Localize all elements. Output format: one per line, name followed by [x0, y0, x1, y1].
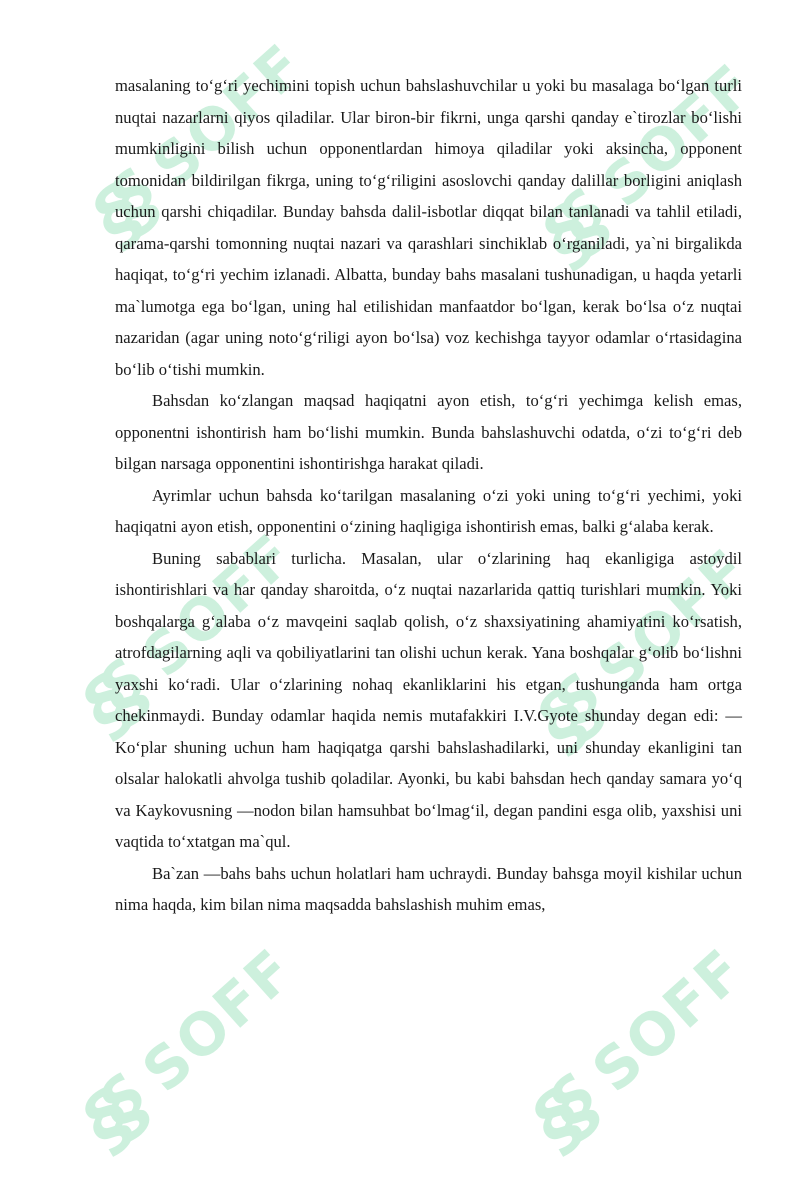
watermark-word: SOFF — [579, 935, 758, 1106]
watermark-mark: §§ — [66, 1070, 158, 1165]
watermark-mark: §§ — [526, 185, 618, 280]
watermark-mark: §§ — [76, 165, 168, 260]
paragraph: Bahsdan ko‘zlangan maqsad haqiqatni ayon etish, to‘g‘ri yechimga kelish emas, opponentni ishontirish ham bo‘lishi mumkin. Bunda bahslashuvchi odatda, o‘zi to‘g‘ri deb bilgan narsaga opponentini ishontirishga harakat qiladi. — [115, 391, 742, 473]
watermark-mark: §§ — [521, 670, 613, 765]
watermark-mark: §§ — [516, 1070, 608, 1165]
watermark-logo — [39, 917, 310, 1182]
watermark-logo — [489, 917, 760, 1182]
watermark-word: SOFF — [129, 935, 308, 1106]
paragraph: Buning sabablari turlicha. Masalan, ular o‘zlarining haq ekanligiga astoydil ishontirishlari va har qanday sharoitda, o‘z nuqtai nazarlarida qattiq turishlari mumkin. Yoki boshqalarga g‘alaba o‘z mavqeini saqlab qolish, o‘z shaxsiyatining ahamiyatini ko‘rsatish, atrofdagilarning aqli va qobiliyatlarini tan olishi uchun kerak. Yana boshqalar g‘olib bo‘lishni yaxshi ko‘radi. Ular o‘zlarining nohaq ekanliklarini his etgan, tushunganda ham ortga chekinmaydi. Bunday odamlar haqida nemis mutafakkiri I.V.Gyote shunday degan edi: —Ko‘plar shuning uchun ham haqiqatga qarshi bahslashadilarki, uni shunday ekanligini tan olsalar halokatli ahvolga tushib qoladilar. Ayonki, bu kabi bahsdan hech qanday samara yo‘q va Kaykovusning —nodon bilan hamsuhbat bo‘lmag‘il, degan pandini esga olib, yaxshisi uni vaqtida to‘xtatgan ma`qul. — [115, 548, 742, 851]
watermark-word: SOFF — [129, 520, 308, 691]
watermark-word: SOFF — [589, 50, 768, 221]
watermark-mark: §§ — [66, 655, 158, 750]
paragraph: Ba`zan —bahs bahs uchun holatlari ham uchraydi. Bunday bahsga moyil kishilar uchun nima haqda, kim bilan nima maqsadda bahslashish muhim emas, — [115, 863, 742, 914]
paragraph-continuation: masalaning to‘g‘ri yechimini topish uchun bahslashuvchilar u yoki bu masalaga bo‘lgan turli nuqtai nazarlarni qiyos qiladilar. Ular biron-bir fikrni, unga qarshi qanday e`tirozlar bo‘lishi mumkinligini bilish uchun opponentlardan himoya qiladilar yoki aksincha, opponent tomonidan bildirilgan fikrga, uning to‘g‘riligini asoslovchi qanday dalillar borligini aniqlash uchun qarshi chiqadilar. Bunday bahsda dalil-isbotlar diqqat bilan tanlanadi va tahlil etiladi, qarama-qarshi tomonning nuqtai nazari va qarashlari sinchiklab o‘rganiladi, ya`ni birgalikda haqiqat, to‘g‘ri yechim izlanadi. Albatta, bunday bahs masalani tushunadigan, u haqda yetarli ma`lumotga ega bo‘lgan, uning hal etilishidan manfaatdor bo‘lgan, kerak bo‘lsa o‘z nuqtai nazaridan (agar uning noto‘g‘riligi ayon bo‘lsa) voz kechishga tayyor odamlar o‘rtasidagina bo‘lib o‘tishi mumkin. — [115, 76, 742, 379]
watermark-word: SOFF — [139, 30, 318, 201]
watermark-word: SOFF — [584, 535, 763, 706]
paragraph: Ayrimlar uchun bahsda ko‘tarilgan masalaning o‘zi yoki uning to‘g‘ri yechimi, yoki haqiqatni ayon etish, opponentini o‘zining haqligiga ishontirish emas, balki g‘alaba kerak. — [115, 485, 742, 536]
document-page — [115, 70, 742, 921]
